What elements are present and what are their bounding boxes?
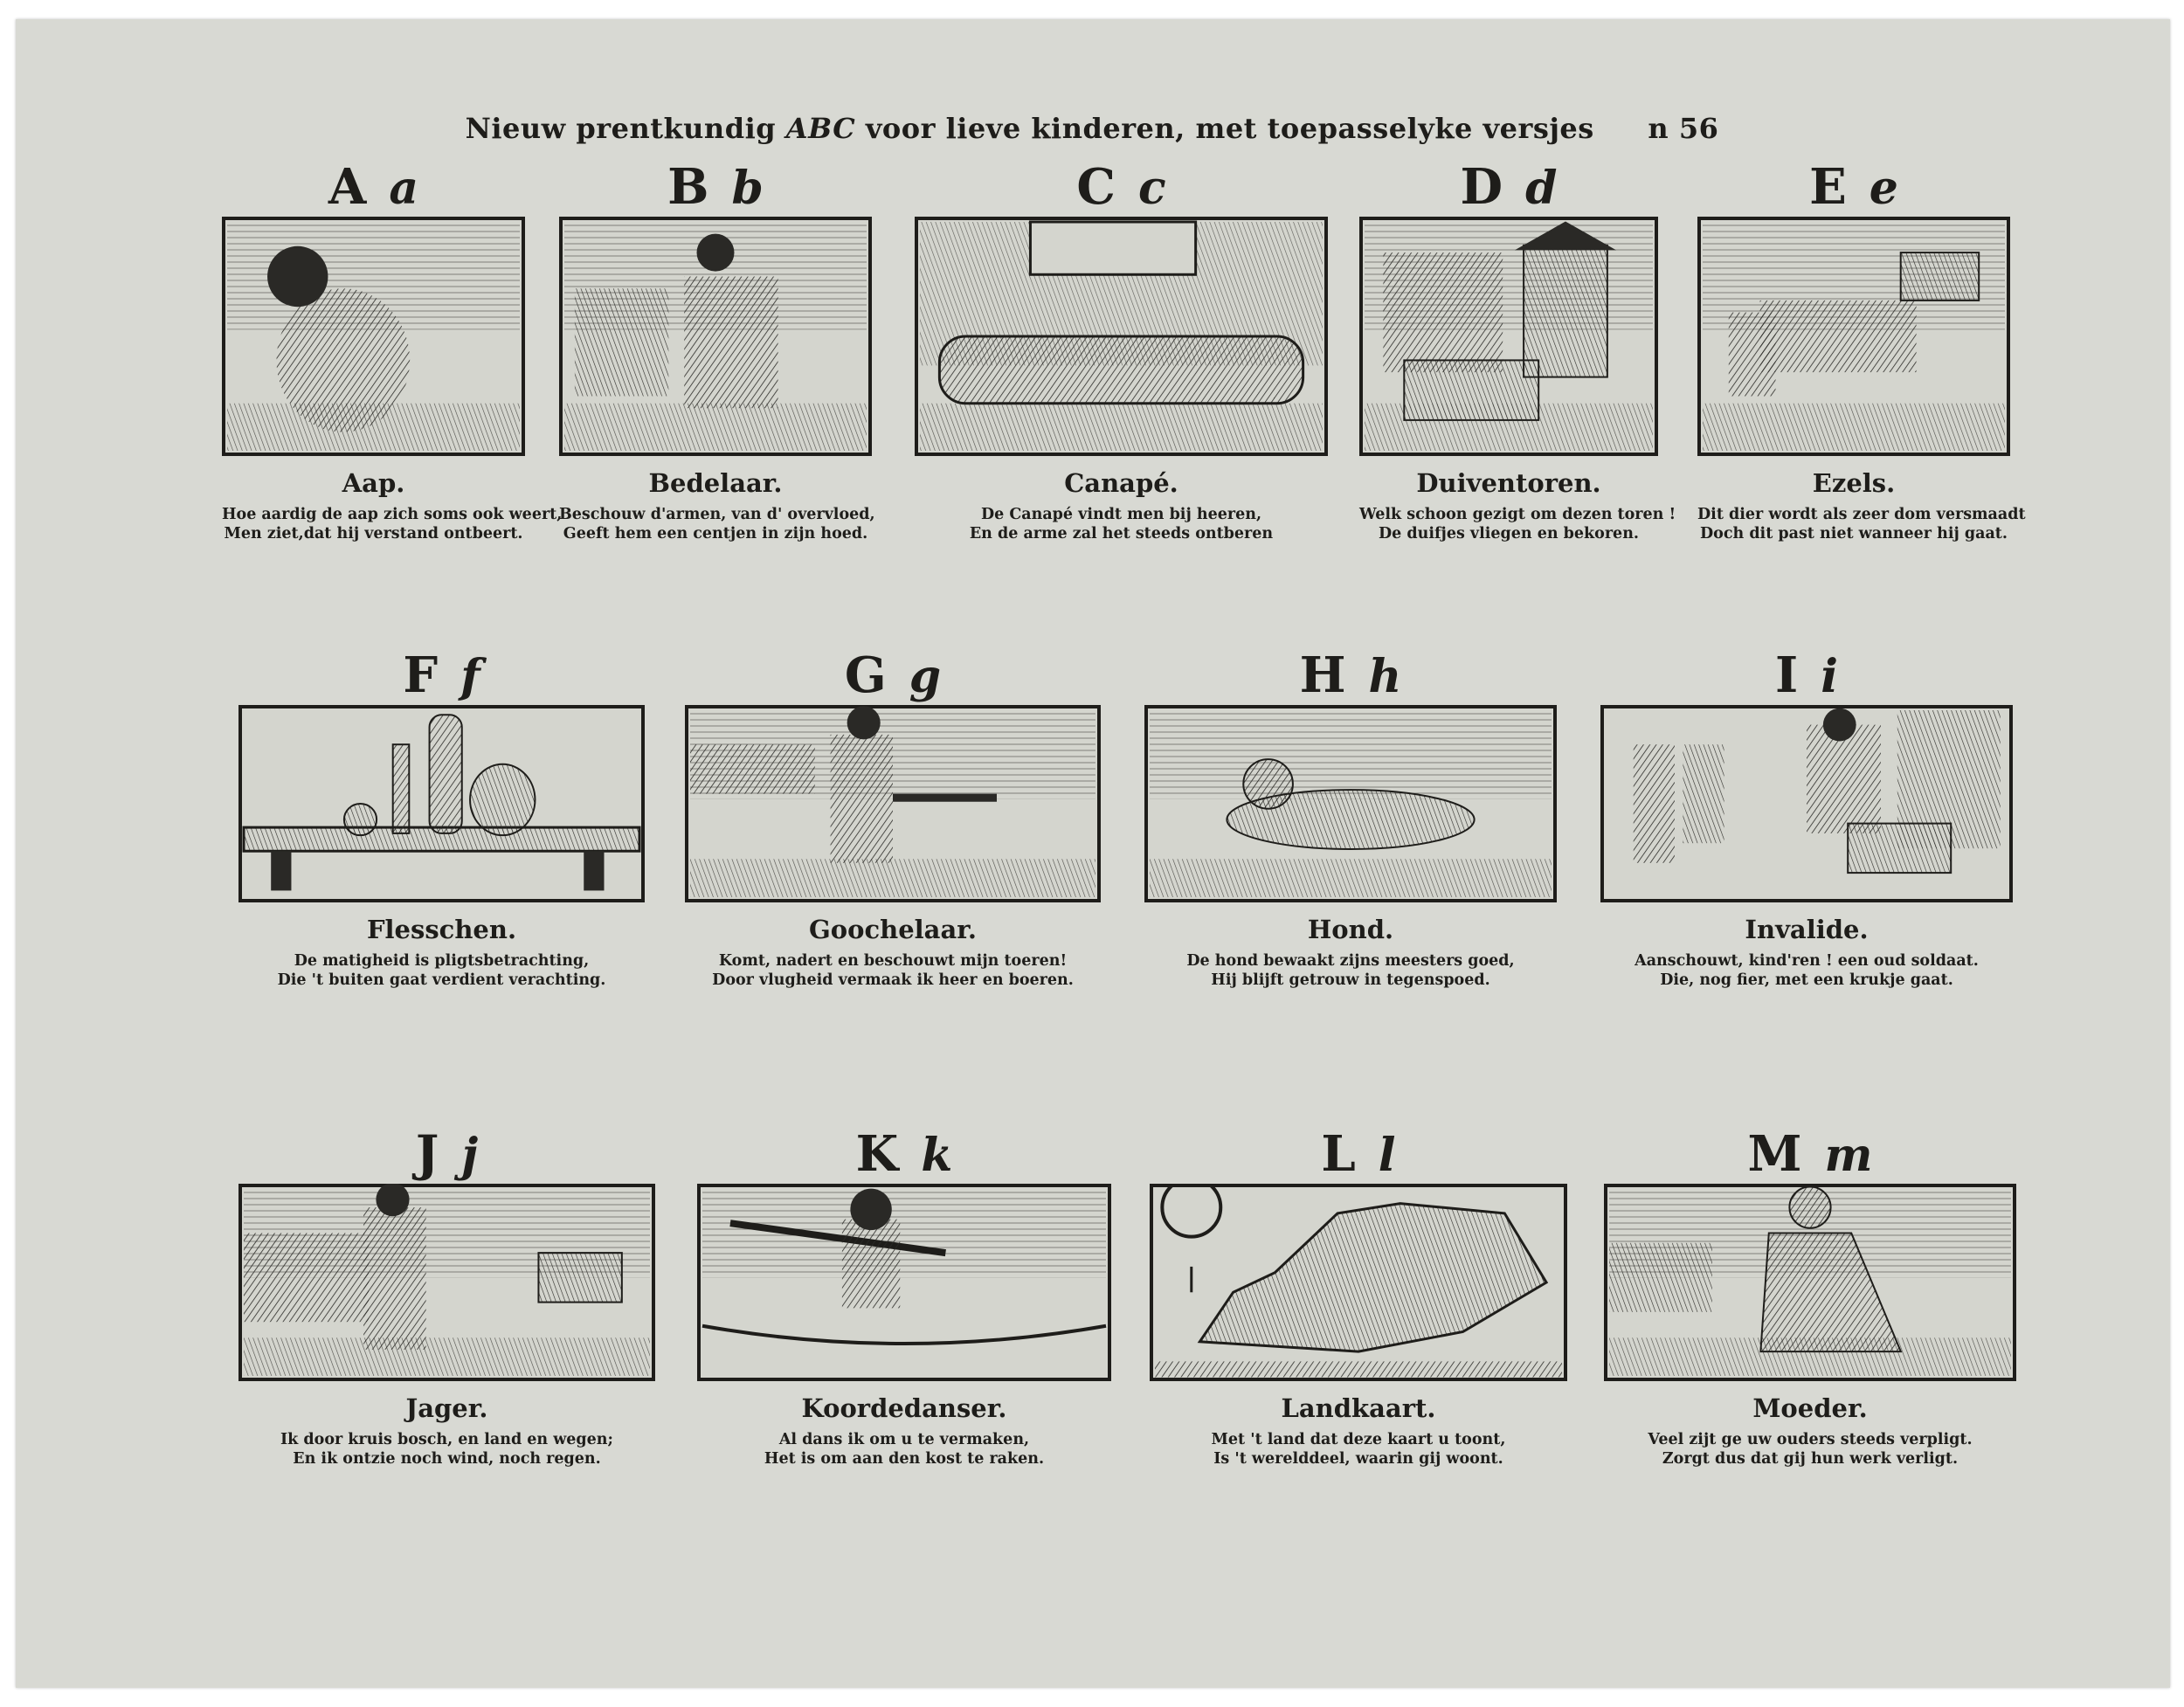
card-lowercase-letter: f [460,650,480,703]
card-verse [1359,505,1676,543]
verse-line-1: Al dans ik om u te vermaken, [778,1431,1030,1448]
card-letters [1604,1125,2016,1183]
card-word: Moeder. [1752,1393,1868,1423]
title-part2: voor lieve kinderen, met toepasselyke versjes [865,112,1594,145]
card-uppercase-letter: G [844,646,887,704]
donkeys-picture [1697,217,2010,456]
card-lowercase-letter: c [1137,162,1166,215]
card-verse [559,505,875,543]
alphabet-card [697,1125,1111,1495]
card-letters [1144,646,1557,704]
card-letters [1600,646,2013,704]
verse-line-2: Men ziet,dat hij verstand ontbeert. [224,525,523,543]
verse-line-2: En de arme zal het steeds ontberen [969,525,1274,543]
verse-line-2: Zorgt dus dat gij hun werk verligt. [1662,1450,1959,1468]
veteran-picture [1600,705,2013,902]
verse-line-2: Het is om aan den kost te raken. [764,1450,1045,1468]
verse-line-1: Dit dier wordt als zeer dom versmaadt [1697,506,2026,523]
alphabet-card [685,646,1101,1016]
alphabet-card [238,1125,655,1495]
beggar-picture [559,217,872,456]
card-word: Flesschen. [366,915,517,944]
alphabet-card [1144,646,1557,1016]
verse-line-2: Door vlugheid vermaak ik heer en boeren. [712,971,1074,989]
card-letters [1150,1125,1567,1183]
sheet-number: n 56 [1648,112,1719,145]
ropedancer-picture [697,1184,1111,1381]
verse-line-1: Met 't land dat deze kaart u toont, [1211,1431,1506,1448]
alphabet-card [559,158,875,570]
card-verse [915,505,1328,543]
card-lowercase-letter: k [921,1129,953,1182]
card-verse [1150,1430,1567,1469]
card-word: Jager. [405,1393,488,1423]
verse-line-2: Hij blijft getrouw in tegenspoed. [1211,971,1490,989]
verse-line-1: Beschouw d'armen, van d' overvloed, [559,506,875,523]
hunter-picture [238,1184,655,1381]
alphabet-card [1604,1125,2016,1495]
card-letters [697,1125,1111,1183]
verse-line-2: De duifjes vliegen en bekoren. [1378,525,1640,543]
card-verse [1600,951,2013,990]
verse-line-1: Ik door kruis bosch, en land en wegen; [280,1431,613,1448]
card-lowercase-letter: j [461,1129,479,1182]
card-uppercase-letter: B [667,158,709,216]
card-verse [238,1430,655,1469]
dovecote-picture [1359,217,1658,456]
card-letters [559,158,872,216]
card-verse [697,1430,1111,1469]
verse-line-1: Aanschouwt, kind'ren ! een oud soldaat. [1635,952,1979,970]
alphabet-card [1150,1125,1567,1495]
card-letters [238,1125,655,1183]
page-title [0,112,2184,145]
card-word: Ezels. [1812,468,1896,498]
card-uppercase-letter: F [403,646,439,704]
card-uppercase-letter: E [1809,158,1847,216]
title-part1: Nieuw prentkundig [465,112,777,145]
card-lowercase-letter: a [389,162,419,215]
verse-line-1: Komt, nadert en beschouwt mijn toeren! [718,952,1068,970]
alphabet-card [238,646,645,1016]
verse-line-1: De hond bewaakt zijns meesters goed, [1186,952,1515,970]
verse-line-1: Welk schoon gezigt om dezen toren ! [1359,506,1676,523]
alphabet-card [222,158,563,570]
card-lowercase-letter: d [1525,162,1558,215]
alphabet-card [915,158,1328,570]
card-word: Canapé. [1064,468,1178,498]
card-letters [1359,158,1658,216]
alphabet-card [1697,158,2026,570]
card-verse [222,505,563,543]
card-lowercase-letter: m [1824,1129,1873,1182]
card-uppercase-letter: A [328,158,367,216]
card-uppercase-letter: D [1460,158,1503,216]
card-letters [222,158,525,216]
card-word: Aap. [342,468,405,498]
dog-picture [1144,705,1557,902]
card-word: Hond. [1307,915,1394,944]
card-letters [915,158,1328,216]
card-word: Koordedanser. [801,1393,1007,1423]
card-verse [1604,1430,2016,1469]
verse-line-2: Doch dit past niet wanneer hij gaat. [1700,525,2008,543]
verse-line-2: En ik ontzie noch wind, noch regen. [293,1450,601,1468]
card-word: Goochelaar. [809,915,977,944]
verse-line-1: Veel zijt ge uw ouders steeds verpligt. [1648,1431,1973,1448]
conjurer-picture [685,705,1101,902]
card-uppercase-letter: K [855,1125,899,1183]
verse-line-1: Hoe aardig de aap zich soms ook weert, [222,506,563,523]
title-abc: ABC [785,112,856,145]
card-verse [238,951,645,990]
verse-line-2: Die 't buiten gaat verdient verachting. [277,971,606,989]
card-uppercase-letter: J [415,1125,439,1183]
card-word: Bedelaar. [648,468,783,498]
card-letters [1697,158,2010,216]
monkey-picture [222,217,525,456]
card-uppercase-letter: I [1775,646,1799,704]
alphabet-card [1600,646,2013,1016]
bottles-picture [238,705,645,902]
map-picture [1150,1184,1567,1381]
card-letters [685,646,1101,704]
card-uppercase-letter: H [1299,646,1346,704]
card-lowercase-letter: l [1378,1129,1396,1182]
card-word: Duiventoren. [1416,468,1601,498]
verse-line-2: Is 't werelddeel, waarin gij woont. [1213,1450,1503,1468]
verse-line-2: Die, nog fier, met een krukje gaat. [1660,971,1953,989]
card-word: Invalide. [1745,915,1869,944]
card-uppercase-letter: C [1076,158,1116,216]
card-lowercase-letter: e [1869,162,1898,215]
card-verse [1144,951,1557,990]
card-uppercase-letter: M [1747,1125,1802,1183]
mother-picture [1604,1184,2016,1381]
card-letters [238,646,645,704]
card-lowercase-letter: h [1368,650,1402,703]
card-word: Landkaart. [1281,1393,1436,1423]
card-lowercase-letter: g [909,650,942,703]
card-verse [685,951,1101,990]
card-uppercase-letter: L [1321,1125,1356,1183]
card-verse [1697,505,2026,543]
alphabet-card [1359,158,1676,570]
card-lowercase-letter: i [1821,650,1838,703]
verse-line-1: De Canapé vindt men bij heeren, [980,506,1262,523]
sofa-picture [915,217,1328,456]
card-lowercase-letter: b [731,162,764,215]
verse-line-1: De matigheid is pligtsbetrachting, [294,952,590,970]
verse-line-2: Geeft hem een centjen in zijn hoed. [563,525,868,543]
